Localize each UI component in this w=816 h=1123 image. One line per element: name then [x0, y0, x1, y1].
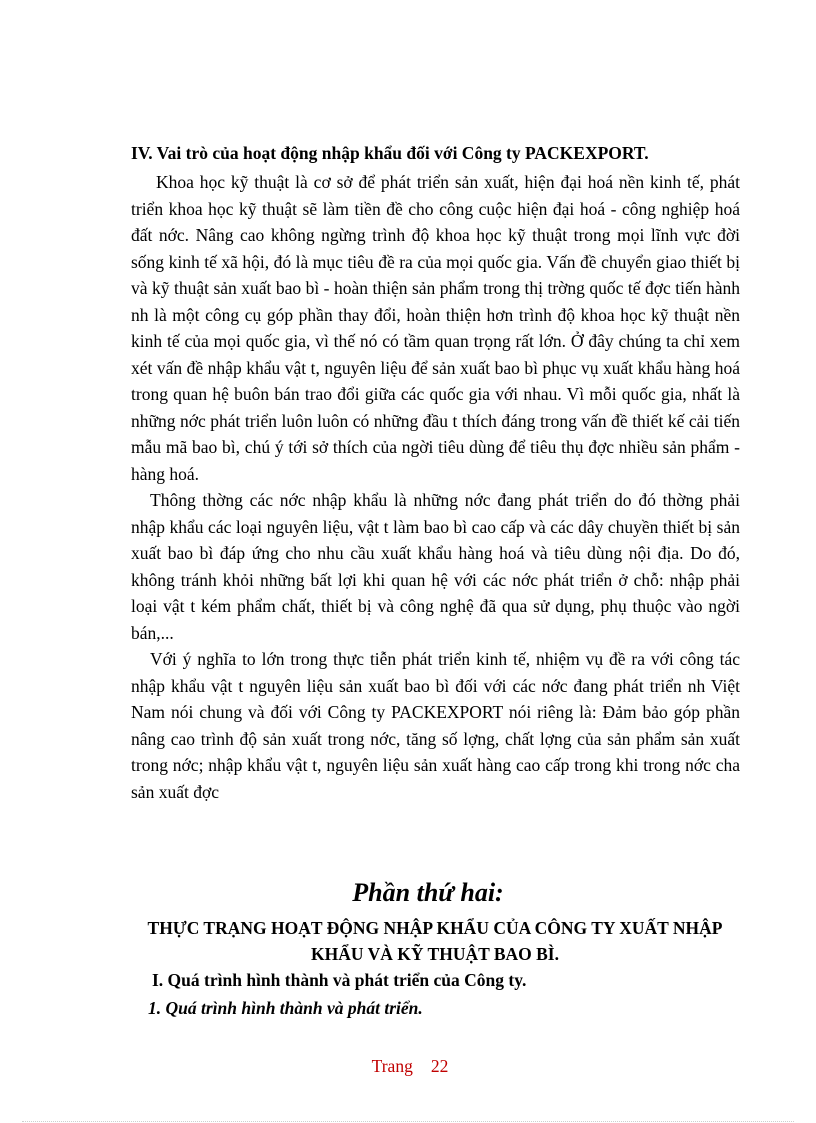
paragraph-2: Thông thờng các nớc nhập khẩu là những nớc đang phát triển do đó thờng phải nhập khẩu các loại nguyên liệu, vật t làm bao bì cao cấp và các dây chuyền thiết bị sản xuất bao bì đáp ứng cho nhu cầu xuất khẩu hàng hoá và tiêu dùng nội địa. Do đó, không tránh khỏi những bất lợi khi quan hệ với các nớc phát triển ở chỗ: nhập phải loại vật t kém phẩm chất, thiết bị và công nghệ đã qua sử dụng, phụ thuộc vào ngời bán,...: [131, 490, 740, 643]
sub-heading-2: 1. Quá trình hình thành và phát triển.: [148, 998, 423, 1018]
page-footer: [0, 1054, 816, 1078]
page-bottom-divider: [22, 1121, 794, 1122]
section-heading: IV. Vai trò của hoạt động nhập khẩu đối với Công ty PACKEXPORT.: [131, 143, 649, 163]
part-title: Phần thứ hai:: [352, 878, 504, 907]
page-number: 22: [430, 1056, 449, 1076]
paragraph-1: Khoa học kỹ thuật là cơ sở để phát triển sản xuất, hiện đại hoá nền kinh tế, phát triển khoa học kỹ thuật sẽ làm tiền đề cho công cuộc hiện đại hoá - công nghiệp hoá đất nớc. Nâng cao không ngừng trình độ khoa học kỹ thuật trong mọi lĩnh vực đời sống kinh tế xã hội, đó là mục tiêu đề ra của mọi quốc gia. Vấn đề chuyển giao thiết bị và kỹ thuật sản xuất bao bì - hoàn thiện sản phẩm trong thị trờng quốc tế đợc tiến hành nh là một công cụ góp phần thay đổi, hoàn thiện hơn trình độ khoa học kỹ thuật nền kinh tế của mọi quốc gia, vì thế nó có tầm quan trọng rất lớn. Ở đây chúng ta chỉ xem xét vấn đề nhập khẩu vật t, nguyên liệu để sản xuất bao bì phục vụ xuất khẩu hàng hoá trong quan hệ buôn bán trao đổi giữa các quốc gia với nhau. Vì mỗi quốc gia, nhất là những nớc phát triển luôn luôn có những đầu t thích đáng trong vấn đề thiết kế cải tiến mẫu mã bao bì, chú ý tới sở thích của ngời tiêu dùng để tiêu thụ đợc nhiều sản phẩm - hàng hoá.: [131, 172, 740, 484]
chapter-title: THỰC TRẠNG HOẠT ĐỘNG NHẬP KHẨU CỦA CÔNG TY XUẤT NHẬP KHẨU VÀ KỸ THUẬT BAO BÌ.: [147, 918, 723, 964]
page-label: Trang: [371, 1056, 413, 1076]
paragraph-3: Với ý nghĩa to lớn trong thực tiễn phát triển kinh tế, nhiệm vụ đề ra với công tác nhập khẩu vật t nguyên liệu sản xuất bao bì đối với các nớc đang phát triển nh Việt Nam nói chung và đối với Công ty PACKEXPORT nói riêng là: Đảm bảo góp phần nâng cao trình độ sản xuất trong nớc, tăng số lợng, chất lợng của sản phẩm sản xuất trong nớc; nhập khẩu vật t, nguyên liệu sản xuất hàng cao cấp trong khi trong nớc cha sản xuất đợc: [131, 649, 740, 802]
body-text: [131, 169, 740, 805]
sub-heading-1: I. Quá trình hình thành và phát triển của Công ty.: [152, 970, 527, 990]
